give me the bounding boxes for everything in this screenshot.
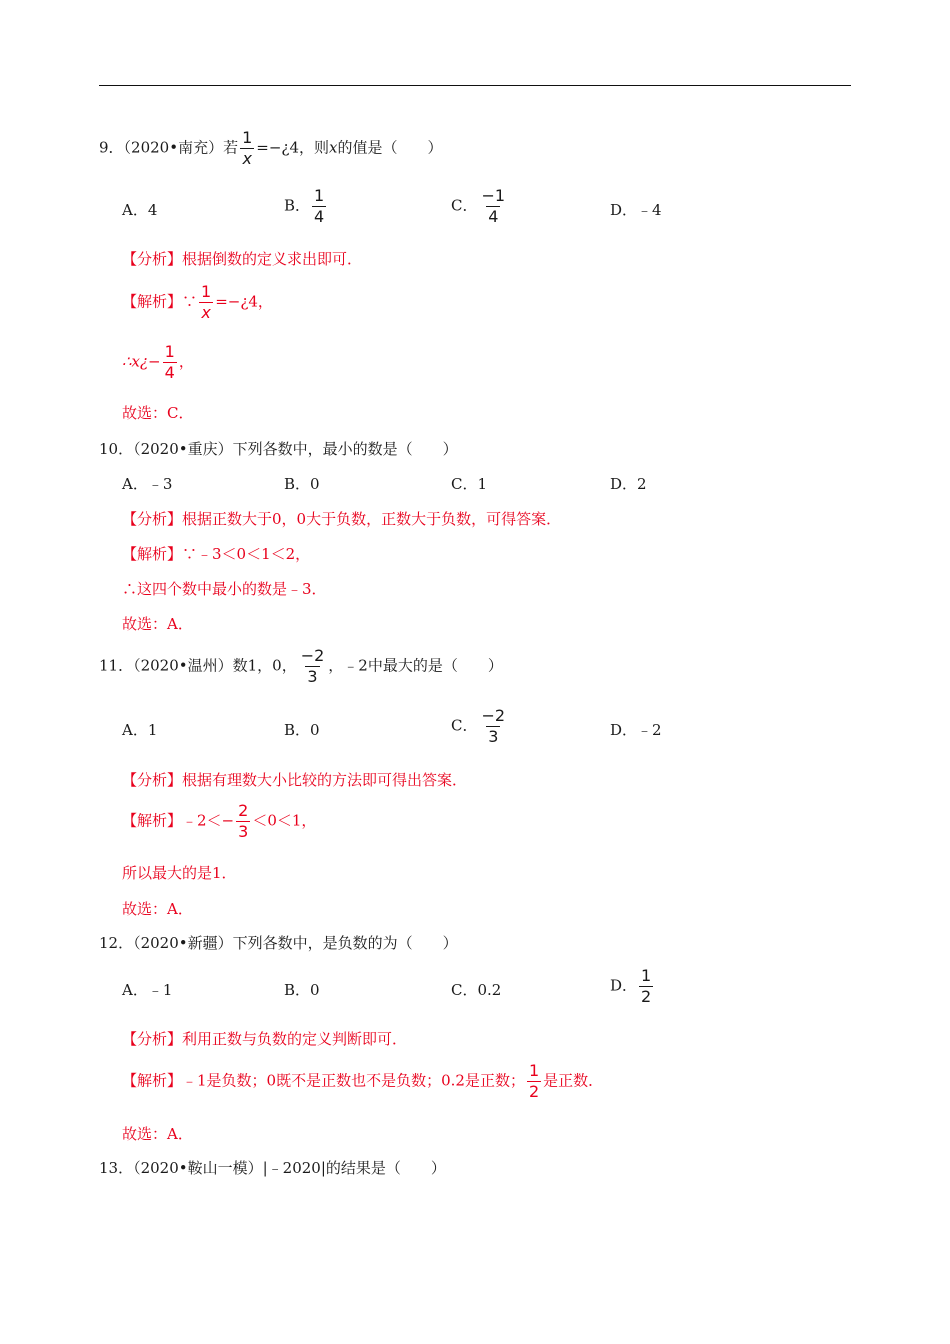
question-11-stem: 11．（2020•温州）数1，0， $\frac{-2}{3}$ ，﹣2中最大的是（ ） [99,646,503,686]
q10-option-d: D．2 [610,475,647,493]
q12-analysis: 【分析】利用正数与负数的定义判断即可． [122,1030,408,1048]
question-12-stem: 12．（2020•新疆）下列各数中，是负数的为（ ） [99,934,458,952]
q9-analysis: 【分析】根据倒数的定义求出即可． [122,250,363,268]
q11-analysis: 【分析】根据有理数大小比较的方法即可得出答案． [122,771,468,789]
q9-solution: 【解析】∵ $\frac{1}{x}$ =−¿4， [122,282,273,322]
q11-option-b: B．0 [284,721,320,739]
q11-answer: 故选：A． [122,900,193,918]
q12-option-a: A．﹣1 [122,981,173,999]
q10-answer: 故选：A． [122,615,193,633]
q12-option-c: C．0.2 [451,981,502,999]
q12-answer: 故选：A． [122,1125,193,1143]
q11-option-c: C． $\frac{-2}{3}$ [451,706,506,746]
q9-option-a: A．4 [122,201,158,219]
q9-option-d: D．﹣4 [610,201,662,219]
q11-conclusion: 所以最大的是1． [122,864,237,882]
question-13-stem: 13．（2020•鞍山一模）|﹣2020|的结果是（ ） [99,1159,446,1177]
q12-option-d: D． $\frac{1}{2}$ [610,966,652,1006]
q10-analysis: 【分析】根据正数大于0，0大于负数，正数大于负数，可得答案． [122,510,562,528]
q9-answer: 故选：C． [122,404,194,422]
q9-option-b: B． $\frac{1}{4}$ [284,186,325,226]
q10-option-a: A．﹣3 [122,475,173,493]
header-rule [99,85,851,86]
q11-solution: 【解析】﹣2＜− $\frac{2}{3}$ ＜0＜1， [122,801,317,841]
q10-option-c: C．1 [451,475,488,493]
q11-option-a: A．1 [122,721,158,739]
q9-therefore: ∴x¿− $\frac{1}{4}$ ， [122,342,194,382]
fraction-1-over-x: $\frac{1}{x}$ [242,128,253,168]
q10-solution: 【解析】∵﹣3＜0＜1＜2， [122,545,311,563]
question-9-stem: 9．（2020•南充）若 $\frac{1}{x}$ =−¿4，则x的值是（ ） [99,128,443,168]
q12-solution: 【解析】﹣1是负数；0既不是正数也不是负数；0.2是正数； $\frac{1}{2}$ 是正数． [122,1061,604,1101]
q12-option-b: B．0 [284,981,320,999]
q10-option-b: B．0 [284,475,320,493]
q10-therefore: ∴这四个数中最小的数是﹣3． [122,580,327,598]
question-10-stem: 10．（2020•重庆）下列各数中，最小的数是（ ） [99,440,458,458]
q11-option-d: D．﹣2 [610,721,662,739]
q9-option-c: C． $\frac{-1}{4}$ [451,186,506,226]
